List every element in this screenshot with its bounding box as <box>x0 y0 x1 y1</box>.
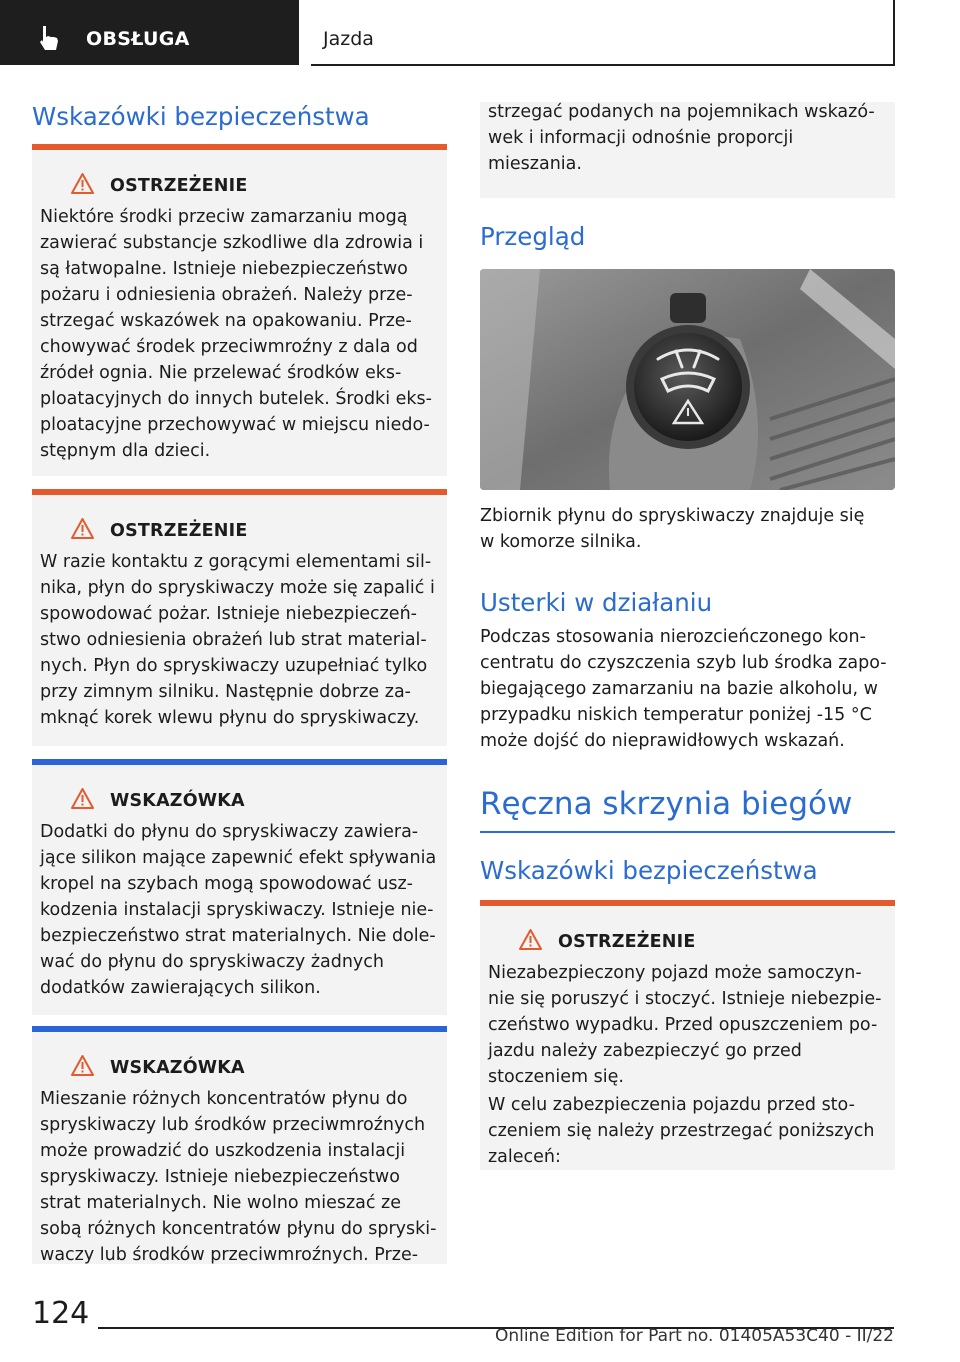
overview-text: Zbiornik płynu do spryskiwaczy znajduje się w komorze silnika. <box>480 506 865 552</box>
section-tab <box>0 0 299 65</box>
warning-text: Niezabezpieczony pojazd może samoczyn- nie się poruszyć i stoczyć. Istnieje niebezpie- czeństwo wypadku. Przed opuszczeniem po- jazdu należy zabezpieczyć go przed stoczeniem się. <box>488 963 882 1087</box>
warning-label: OSTRZEŻENIE <box>110 176 248 196</box>
section-heading-overview: Przegląd <box>480 222 586 251</box>
note-text: Dodatki do płynu do spryskiwaczy zawiera- jące silikon mające zapewnić efekt spływania kropel na szybach mogą spowodować usz- kodzenia instalacji spryskiwaczy. Istnieje nie- bezpieczeństwo strat materialnych. Nie dole- wać do płynu do spryskiwaczy żadnych dodatków zawierających silikon. <box>40 822 437 998</box>
note-box-continuation <box>480 102 895 198</box>
washer-reservoir-cap-illustration <box>480 269 895 490</box>
warning-triangle-icon <box>70 787 95 810</box>
note-text: Mieszanie różnych koncentratów płynu do spryskiwaczy lub środków przeciwmroźnych może prowadzić do uszkodzenia instalacji spryskiwaczy. Istnieje niebezpieczeństwo strat materialnych. Nie wolno mieszać ze sobą różnych koncentratów płynu do spryski- waczy lub środków przeciwmroźnych. Prze- <box>40 1089 437 1265</box>
warning-text: Niektóre środki przeciw zamarzaniu mogą zawierać substancje szkodliwe dla zdrowia i są łatwopalne. Istnieje niebezpieczeństwo pożaru i odniesienia obrażeń. Należy prze- strzegać wskazówek na opakowaniu. Prze- chowywać środek przeciwmroźny z dala od źródeł ognia. Nie przelewać środków eks- ploatacyjnych do innych butelek. Środki eks- ploatacyjne przechowywać w miejscu niedo- stępnym dla dzieci. <box>40 207 432 461</box>
page-number: 124 <box>32 1296 90 1331</box>
section-title: OBSŁUGA <box>86 28 190 50</box>
note-bar <box>32 1026 447 1032</box>
section-heading-safety-gearbox: Wskazówki bezpieczeństwa <box>480 856 818 885</box>
note-bar <box>32 759 447 765</box>
chapter-tab <box>311 0 895 66</box>
pointing-hand-icon <box>34 24 64 54</box>
note-box <box>32 1026 447 1264</box>
warning-text: W razie kontaktu z gorącymi elementami sil- nika, płyn do spryskiwaczy może się zapalić i spowodować pożar. Istnieje niebezpieczeń- stwo odniesienia obrażeń lub strat material- nych. Płyn do spryskiwaczy uzupełniać tylko przy zimnym silniku. Następnie dobrze za- mknąć korek wlewu płynu do spryskiwaczy. <box>40 552 435 728</box>
warning-triangle-icon <box>70 172 95 195</box>
warning-triangle-icon <box>518 928 543 951</box>
section-heading-safety: Wskazówki bezpieczeństwa <box>32 102 370 131</box>
heading-divider <box>480 831 895 833</box>
warning-label: OSTRZEŻENIE <box>558 932 696 952</box>
chapter-heading-manual-gearbox: Ręczna skrzynia biegów <box>480 786 853 822</box>
warning-triangle-icon <box>70 1054 95 1077</box>
warning-box <box>32 144 447 476</box>
warning-box <box>32 489 447 746</box>
warning-label: OSTRZEŻENIE <box>110 521 248 541</box>
continuation-text: strzegać podanych na pojemnikach wskazó- wek i informacji odnośnie proporcji mieszania. <box>488 102 875 174</box>
edition-text: Online Edition for Part no. 01405A53C40 - II/22 <box>494 1326 894 1346</box>
section-heading-malfunction: Usterki w działaniu <box>480 588 713 617</box>
warning-bar <box>32 144 447 150</box>
warning-text-continued: W celu zabezpieczenia pojazdu przed sto- czeniem się należy przestrzegać poniższych zaleceń: <box>488 1095 875 1167</box>
note-box <box>32 759 447 1015</box>
note-label: WSKAZÓWKA <box>110 1058 245 1078</box>
warning-triangle-icon <box>70 517 95 540</box>
warning-bar <box>480 900 895 906</box>
warning-bar <box>32 489 447 495</box>
warning-box <box>480 900 895 1170</box>
washer-reservoir-photo <box>480 269 895 490</box>
chapter-title: Jazda <box>323 28 374 50</box>
malfunction-text: Podczas stosowania nierozcieńczonego kon- centratu do czyszczenia szyb lub środka zapo- biegającego zamarzaniu na bazie alkoholu, w przypadku niskich temperatur poniżej -15 °C może dojść do nieprawidłowych wskazań. <box>480 627 887 751</box>
note-label: WSKAZÓWKA <box>110 791 245 811</box>
